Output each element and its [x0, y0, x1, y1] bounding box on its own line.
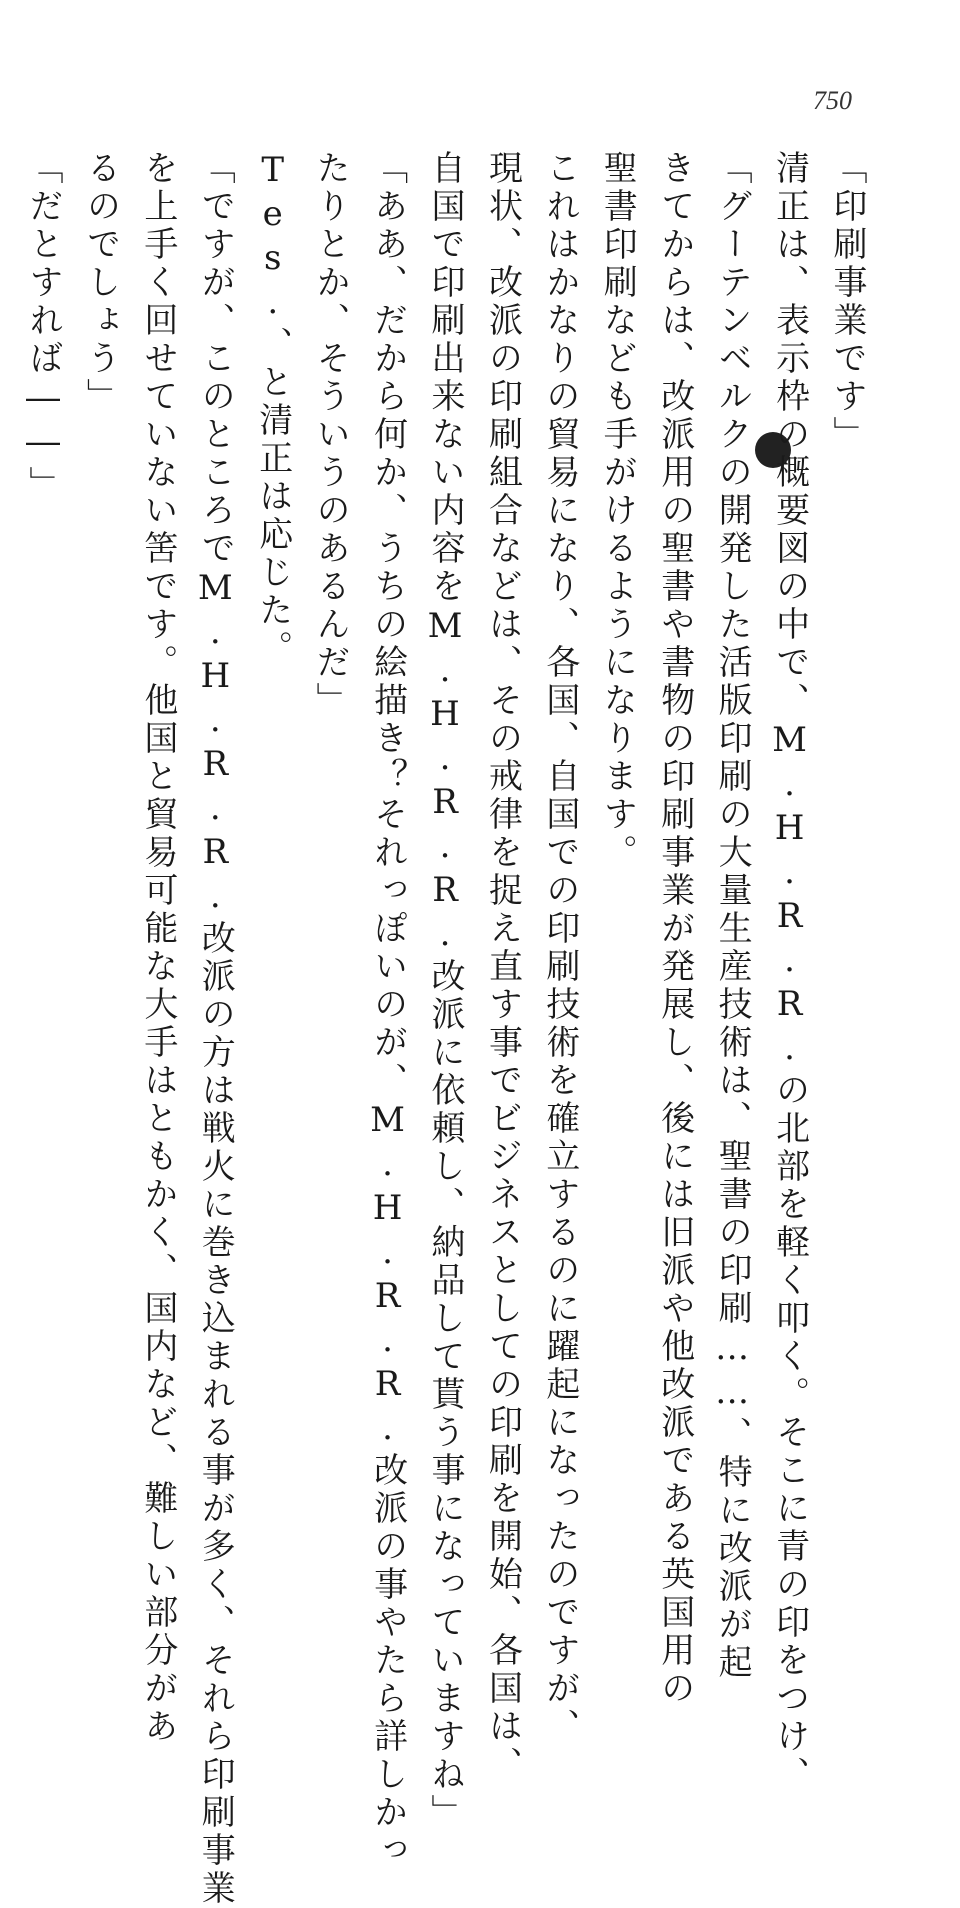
page-number: 750 — [813, 86, 852, 115]
text-line: 現状、改派の印刷組合などは、その戒律を捉え直す事でビジネスとしての印刷を開始、各国は、 — [482, 150, 523, 1784]
text-line: を上手く回せていない筈です。他国と貿易可能な大手はともかく、国内など、難しい部分があ — [137, 150, 178, 1746]
text-line: 「だとすれば――」 — [23, 150, 63, 504]
text-line: 「ああ、だから何か、うちの絵描き？それっぽいのが、M.H.R.R.改派の事やたら詳しかっ — [367, 150, 408, 1870]
text-line: 聖書印刷なども手がけるようになります。 — [597, 150, 638, 872]
text-line: たりとか、そういうのあるんだ」 — [310, 150, 351, 720]
text-line: るのでしょう」 — [80, 150, 121, 416]
text-line: 「印刷事業です」 — [827, 150, 867, 454]
text-line: 清正は、表示枠の概要図の中で、M.H.R.R.の北部を軽く叩く。そこに青の印をつけ、 — [769, 150, 810, 1794]
text-line: きてからは、改派用の聖書や書物の印刷事業が発展し、後には旧派や他改派である英国用の — [654, 150, 695, 1708]
text-line: 「グーテンベルクの開発した活版印刷の大量生産技術は、聖書の印刷……、特に改派が起 — [712, 150, 753, 1682]
text-line: これはかなりの貿易になり、各国、自国での印刷技術を確立するのに躍起になったのですが、 — [539, 150, 580, 1746]
text-line: 「ですが、このところでM.H.R.R.改派の方は戦火に巻き込まれる事が多く、それら印刷事業 — [195, 150, 236, 1908]
text-line: 自国で印刷出来ない内容をM.H.R.R.改派に依頼し、納品して貰う事になっていますね」 — [425, 150, 465, 1832]
text-line: Tes.、と清正は応じた。 — [252, 150, 293, 668]
